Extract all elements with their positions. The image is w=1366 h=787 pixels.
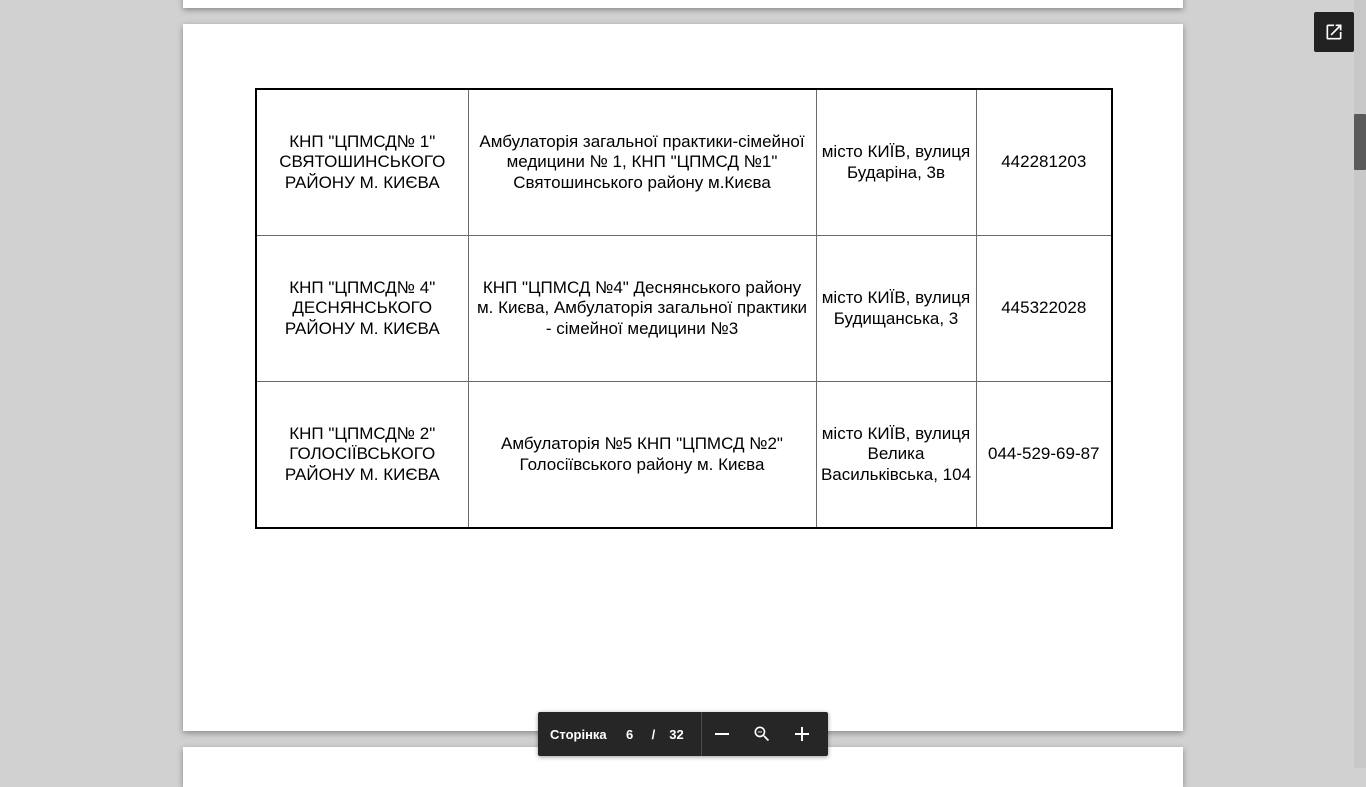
- zoom-fit-button[interactable]: [742, 712, 782, 756]
- minus-icon: [714, 726, 730, 742]
- address-cell: місто КИЇВ, вулиця Бударіна, 3в: [816, 89, 976, 236]
- address-cell: місто КИЇВ, вулиця Велика Васильківська, 104: [816, 382, 976, 529]
- popout-button[interactable]: [1314, 12, 1354, 52]
- total-pages: 32: [669, 726, 684, 742]
- table-row: [256, 382, 1112, 529]
- previous-page: [183, 0, 1183, 8]
- open-in-new-icon: [1324, 22, 1344, 42]
- address-cell: місто КИЇВ, вулиця Будищанська, 3: [816, 236, 976, 382]
- facilities-table: [255, 88, 1113, 529]
- scrollbar-thumb[interactable]: [1354, 114, 1366, 170]
- facility-cell: Амбулаторія №5 КНП "ЦПМСД №2" Голосіївського району м. Києва: [468, 382, 816, 529]
- page-separator: /: [651, 726, 656, 742]
- magnifier-icon: [752, 724, 772, 744]
- org-cell: КНП "ЦПМСД№ 4" ДЕСНЯНСЬКОГО РАЙОНУ М. КИЄВА: [256, 236, 468, 382]
- plus-icon: [794, 726, 810, 742]
- page-toolbar: [538, 712, 828, 756]
- org-cell: КНП "ЦПМСД№ 2" ГОЛОСІЇВСЬКОГО РАЙОНУ М. КИЄВА: [256, 382, 468, 529]
- current-page-input[interactable]: 6: [626, 726, 634, 742]
- table-row: [256, 236, 1112, 382]
- page-label: Сторінка: [550, 726, 607, 742]
- phone-cell: 044-529-69-87: [976, 382, 1112, 529]
- facility-cell: КНП "ЦПМСД №4" Деснянського району м. Києва, Амбулаторія загальної практики - сімейної медицини №3: [468, 236, 816, 382]
- zoom-in-button[interactable]: [782, 712, 822, 756]
- table-row: [256, 89, 1112, 236]
- document-page: [183, 24, 1183, 731]
- vertical-scrollbar[interactable]: [1354, 0, 1366, 768]
- phone-cell: 445322028: [976, 236, 1112, 382]
- zoom-out-button[interactable]: [702, 712, 742, 756]
- facility-cell: Амбулаторія загальної практики-сімейної медицини № 1, КНП "ЦПМСД №1" Святошинського району м.Києва: [468, 89, 816, 236]
- org-cell: КНП "ЦПМСД№ 1" СВЯТОШИНСЬКОГО РАЙОНУ М. КИЄВА: [256, 89, 468, 236]
- phone-cell: 442281203: [976, 89, 1112, 236]
